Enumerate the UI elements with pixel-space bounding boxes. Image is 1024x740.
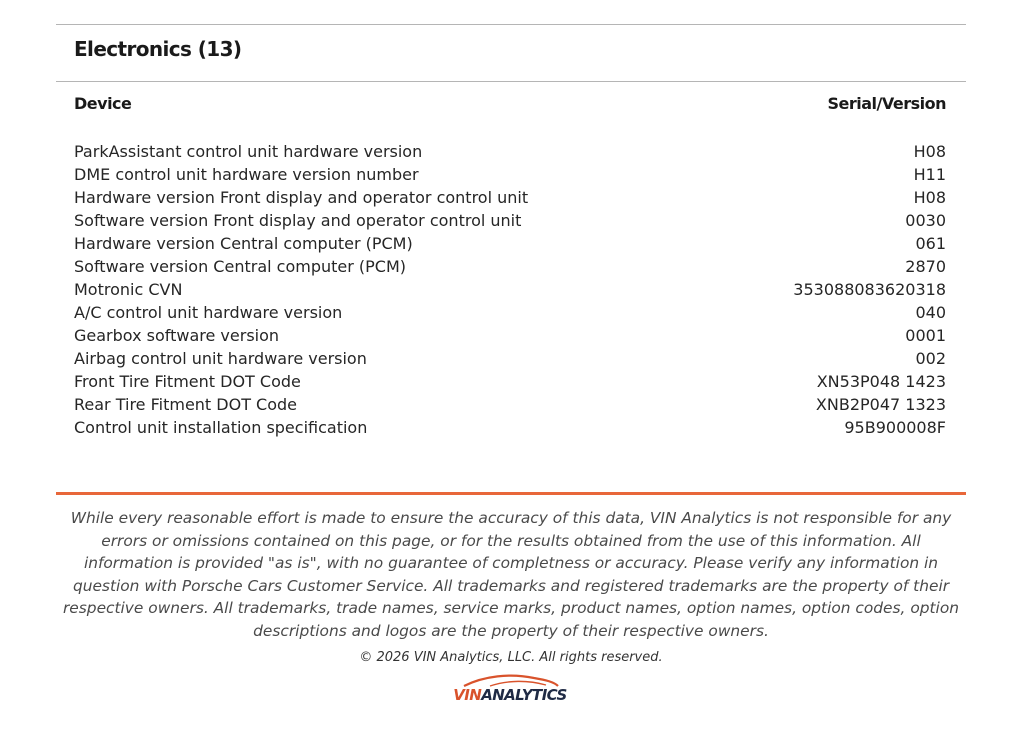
table-row (74, 232, 946, 255)
footer-divider (56, 492, 966, 495)
serial-version-value: 0030 (905, 211, 946, 230)
serial-version-value: 0001 (905, 326, 946, 345)
column-header-device: Device (74, 94, 132, 113)
table-row (74, 347, 946, 370)
logo-analytics-text: ANALYTICS (481, 686, 567, 704)
table-row (74, 140, 946, 163)
disclaimer-line: question with Porsche Cars Customer Service. All trademarks and registered trademarks are the property of their (72, 576, 950, 595)
table-row (74, 186, 946, 209)
device-name: Front Tire Fitment DOT Code (74, 372, 301, 391)
table-row (74, 209, 946, 232)
serial-version-value: XN53P048 1423 (816, 372, 946, 391)
disclaimer-text (56, 507, 966, 643)
device-name: ParkAssistant control unit hardware version (74, 142, 423, 161)
serial-version-value: 353088083620318 (793, 280, 946, 299)
table-header (74, 94, 946, 113)
logo-wordmark (440, 686, 580, 704)
serial-version-value: 2870 (905, 257, 946, 276)
table-row (74, 370, 946, 393)
disclaimer-line: errors or omissions contained on this page, or for the results obtained from the use of this information. All (101, 531, 921, 550)
device-table (74, 140, 946, 439)
table-row (74, 278, 946, 301)
device-name: Rear Tire Fitment DOT Code (74, 395, 298, 414)
table-row (74, 324, 946, 347)
serial-version-value: 061 (915, 234, 946, 253)
table-row (74, 301, 946, 324)
column-header-serial-version: Serial/Version (827, 94, 946, 113)
device-name: Software version Front display and operator control unit (74, 211, 522, 230)
device-name: Hardware version Front display and operator control unit (74, 188, 529, 207)
disclaimer-line: information is provided "as is", with no guarantee of completness or accuracy. Please verify any information in (83, 554, 939, 573)
device-name: DME control unit hardware version number (74, 165, 419, 184)
table-row (74, 163, 946, 186)
vin-analytics-logo (440, 672, 580, 712)
logo-vin-text: VIN (453, 686, 482, 704)
device-name: Software version Central computer (PCM) (74, 257, 407, 276)
device-name: Gearbox software version (74, 326, 280, 345)
serial-version-value: H11 (913, 165, 946, 184)
copyright-text: © 2026 VIN Analytics, LLC. All rights reserved. (359, 650, 663, 665)
device-name: A/C control unit hardware version (74, 303, 343, 322)
serial-version-value: H08 (913, 142, 946, 161)
disclaimer-line: descriptions and logos are the property of their respective owners. (253, 621, 769, 640)
disclaimer-line: While every reasonable effort is made to ensure the accuracy of this data, VIN Analytics is not responsible for any (70, 509, 952, 527)
title-divider (56, 81, 966, 82)
table-row (74, 393, 946, 416)
disclaimer-line: respective owners. All trademarks, trade names, service marks, product names, option names, option codes, option (62, 599, 960, 618)
device-name: Hardware version Central computer (PCM) (74, 234, 413, 253)
section-title: Electronics (13) (74, 37, 242, 61)
top-divider (56, 24, 966, 25)
serial-version-value: 040 (915, 303, 946, 322)
table-row (74, 416, 946, 439)
device-name: Control unit installation specification (74, 418, 368, 437)
table-row (74, 255, 946, 278)
serial-version-value: H08 (913, 188, 946, 207)
serial-version-value: 002 (915, 349, 946, 368)
serial-version-value: XNB2P047 1323 (815, 395, 946, 414)
serial-version-value: 95B900008F (844, 418, 946, 437)
device-name: Motronic CVN (74, 280, 183, 299)
device-name: Airbag control unit hardware version (74, 349, 367, 368)
